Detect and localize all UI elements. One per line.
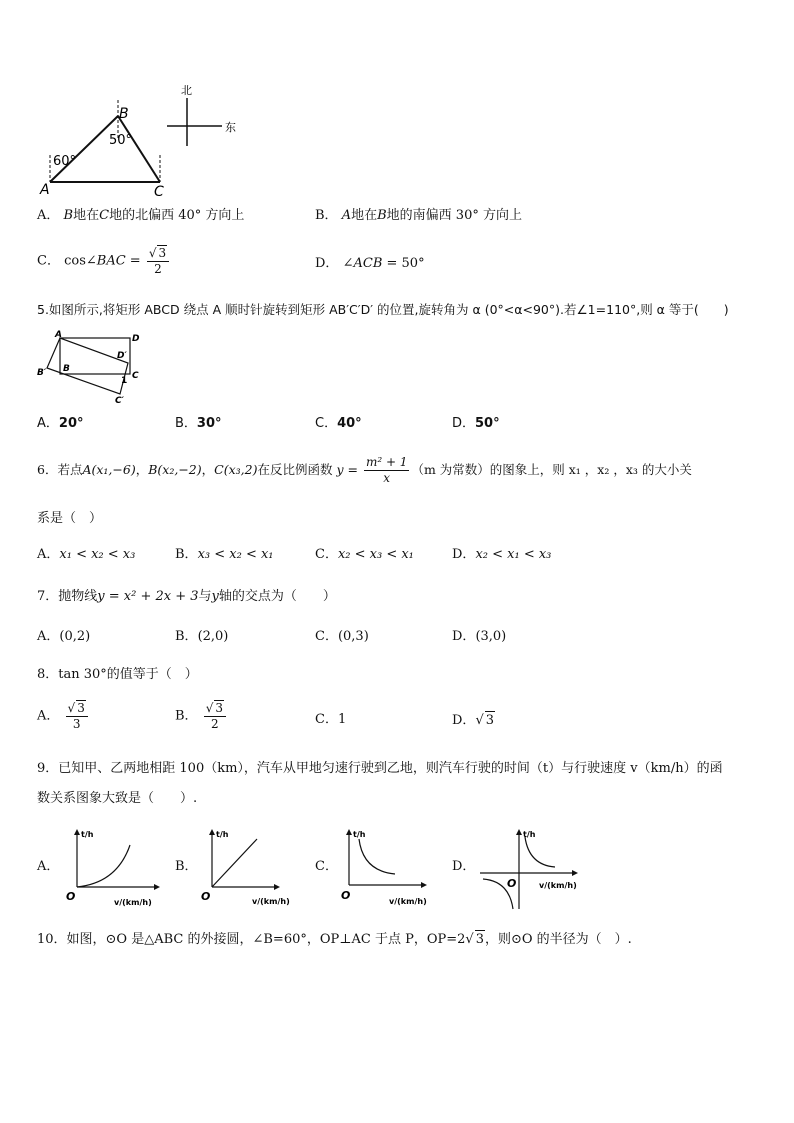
angle-60: 60° [53,154,77,169]
svg-text:v/(km/h): v/(km/h) [389,897,427,906]
q8-option-b[interactable]: B． $\frac{√ 3}{2}$ [175,700,228,732]
svg-text:O: O [341,889,351,902]
q7-stem: 7．抛物线y = x² + 2x + 3与y轴的交点为（ ） [37,589,336,604]
svg-text:v/(km/h): v/(km/h) [252,897,290,906]
svg-text:O: O [507,877,517,890]
svg-text:B: B [63,364,70,374]
q5-stem: 5.如图所示,将矩形 ABCD 绕点 A 顺时针旋转到矩形 AB′C′D′ 的位置,旋转角为 α (0°<α<90°).若∠1=110°,则 α 等于( ) [37,302,729,317]
q5-option-d[interactable]: D．50° [452,416,500,431]
q8-option-a[interactable]: A． $\frac{√ 3}{3}$ [37,700,90,732]
svg-text:C′: C′ [115,396,124,406]
svg-text:B′: B′ [37,368,47,378]
q6-option-d[interactable]: D．x₂ < x₁ < x₃ [452,547,552,562]
svg-text:v/(km/h): v/(km/h) [539,881,577,890]
q9-option-b-letter[interactable]: B． [175,859,198,874]
q7-option-a[interactable]: A．(0,2) [37,629,91,644]
q9-graph-b[interactable] [197,825,297,910]
svg-text:t/h: t/h [353,830,366,839]
svg-text:t/h: t/h [216,830,229,839]
svg-text:1: 1 [121,376,128,386]
q9-graph-c[interactable] [337,825,437,910]
svg-text:D′: D′ [117,351,127,361]
angle-50: 50° [109,133,133,148]
triangle-figure [30,80,260,200]
q7-option-b[interactable]: B．(2,0) [175,629,229,644]
q6-stem: 6．若点A(x₁,−6)，B(x₂,−2)，C(x₃,2)在反比例函数 y = $\frac{\text{m² + 1}}{x}$ （m 为常数）的图象上，则 x₁ ，x₂ ，x₃ 的大小关 [37,455,692,485]
q9-graph-d[interactable] [475,825,585,915]
q4-option-a[interactable]: A． B地在C地的北偏西 40° 方向上 [37,208,245,223]
q6-option-b[interactable]: B．x₃ < x₂ < x₁ [175,547,274,562]
option-letter: A． [37,208,60,223]
svg-text:C: C [132,371,139,381]
q9-option-a-letter[interactable]: A． [37,859,60,874]
q5-option-c[interactable]: C．40° [315,416,362,431]
svg-text:t/h: t/h [81,830,94,839]
q9-graph-a[interactable] [62,825,162,910]
q9-option-d-letter[interactable]: D． [452,859,476,874]
option-letter: B． [315,208,338,223]
q9-stem-line2: 数关系图象大致是（ ）. [37,791,198,806]
q9-option-c-letter[interactable]: C． [315,859,338,874]
label-c: C [154,184,164,200]
option-letter: D． [315,256,339,271]
compass-north: 北 [181,84,192,97]
svg-text:v/(km/h): v/(km/h) [114,898,152,907]
q7-option-d[interactable]: D．(3,0) [452,629,507,644]
label-b: B [119,106,129,122]
q8-option-c[interactable]: C．1 [315,712,347,727]
q4-option-b[interactable]: B． A地在B地的南偏西 30° 方向上 [315,208,522,223]
svg-text:O: O [66,890,76,903]
fraction: $\frac{√ 3}{2}$ [147,245,169,277]
q8-option-d[interactable]: D．√ 3 [452,713,495,728]
q4-option-d[interactable]: D． ∠ACB = 50° [315,256,425,271]
compass-east: 东 [225,121,236,134]
option-letter: C． [37,253,60,269]
svg-text:A: A [55,330,62,340]
q6-stem-line2: 系是（ ） [37,511,103,526]
q6-option-a[interactable]: A．x₁ < x₂ < x₃ [37,547,136,562]
label-a: A [40,182,50,198]
q9-stem-line1: 9．已知甲、乙两地相距 100（km），汽车从甲地匀速行驶到乙地，则汽车行驶的时间（t）与行驶速度 v（km/h）的函 [37,761,723,776]
q7-option-c[interactable]: C．(0,3) [315,629,369,644]
svg-text:O: O [201,890,211,903]
q10-stem: 10．如图，⊙O 是△ABC 的外接圆，∠B=60°，OP⊥AC 于点 P，OP=2√ 3，则⊙O 的半径为（ ）. [37,932,632,947]
q5-option-b[interactable]: B．30° [175,416,222,431]
q6-option-c[interactable]: C．x₂ < x₃ < x₁ [315,547,414,562]
rectangle-rotation-figure [35,328,145,408]
svg-text:t/h: t/h [523,830,536,839]
q4-option-c[interactable]: C． cos∠BAC = $\frac{√ 3}{2}$ [37,245,171,277]
svg-text:D: D [132,334,140,344]
q8-stem: 8．tan 30°的值等于（ ） [37,667,198,682]
q5-option-a[interactable]: A．20° [37,416,84,431]
